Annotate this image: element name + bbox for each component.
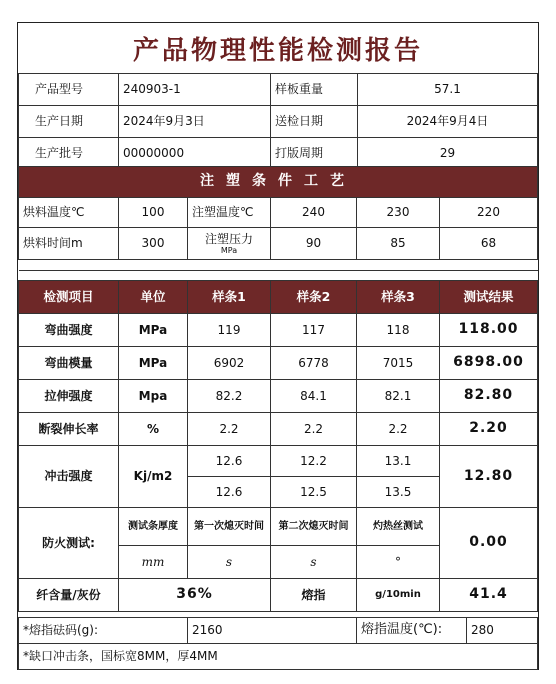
- fire-col-glow: 灼热丝测试: [357, 508, 440, 546]
- cycle-label: 打版周期: [271, 138, 358, 170]
- impact-r1-s3: 13.1: [357, 446, 440, 477]
- model-value: 240903-1: [119, 74, 271, 106]
- impact-result: 12.80: [440, 446, 538, 508]
- row-s3: 82.1: [357, 380, 440, 413]
- row-s2: 2.2: [271, 413, 357, 446]
- row-item: 弯曲强度: [19, 314, 119, 347]
- batch-value: 00000000: [119, 138, 271, 170]
- row-item: 断裂伸长率: [19, 413, 119, 446]
- process-table: [18, 166, 538, 271]
- inj-temp-2: 230: [357, 198, 440, 228]
- row-unit: MPa: [119, 347, 188, 380]
- row-s3: 2.2: [357, 413, 440, 446]
- impact-r1-s1: 12.6: [188, 446, 271, 477]
- cycle-value: 29: [358, 138, 538, 170]
- weight-label: 样板重量: [271, 74, 358, 106]
- bake-time-label: 烘料时间m: [19, 228, 119, 260]
- test-results-table: [18, 280, 538, 612]
- row-s2: 117: [271, 314, 357, 347]
- impact-unit: Kj/m2: [119, 446, 188, 508]
- mfi-value: 41.4: [440, 579, 538, 612]
- mfi-weight-label: *熔指砝码(g):: [19, 618, 188, 644]
- row-s1: 6902: [188, 347, 271, 380]
- fiber-row: [19, 579, 538, 612]
- fire-unit-s1: s: [188, 546, 271, 579]
- impact-row: [19, 446, 538, 477]
- header-sample-3: 样条3: [357, 281, 440, 314]
- product-info-table: [18, 73, 538, 170]
- impact-r2-s3: 13.5: [357, 477, 440, 508]
- inj-pressure-label: 注塑压力: [204, 232, 253, 246]
- row-s3: 7015: [357, 347, 440, 380]
- inj-pressure-3: 68: [440, 228, 538, 260]
- inj-temp-label: 注塑温度℃: [188, 198, 271, 228]
- report-title: 产品物理性能检测报告: [18, 23, 538, 74]
- mfi-unit: g/10min: [357, 579, 440, 612]
- table-row: [19, 347, 538, 380]
- mfi-temp-label: 熔指温度(℃):: [357, 618, 467, 644]
- bake-temp-value: 100: [119, 198, 188, 228]
- bake-time-value: 300: [119, 228, 188, 260]
- impact-item: 冲击强度: [19, 446, 119, 508]
- row-s1: 119: [188, 314, 271, 347]
- send-date-label: 送检日期: [271, 106, 358, 138]
- header-sample-2: 样条2: [271, 281, 357, 314]
- fire-col-second: 第二次熄灭时间: [271, 508, 357, 546]
- row-unit: MPa: [119, 314, 188, 347]
- row-unit: %: [119, 413, 188, 446]
- header-sample-1: 样条1: [188, 281, 271, 314]
- spacer-row: [19, 260, 538, 271]
- row-item: 拉伸强度: [19, 380, 119, 413]
- prod-date-label: 生产日期: [19, 106, 119, 138]
- bake-temp-label: 烘料温度℃: [19, 198, 119, 228]
- fire-unit-degree: °: [357, 546, 440, 579]
- row-s1: 2.2: [188, 413, 271, 446]
- inj-temp-1: 240: [271, 198, 357, 228]
- row-result: 82.80: [440, 380, 538, 413]
- mfi-temp-value: 280: [467, 618, 538, 644]
- fire-unit-s2: s: [271, 546, 357, 579]
- model-label: 产品型号: [19, 74, 119, 106]
- row-result: 2.20: [440, 413, 538, 446]
- mfi-label: 熔指: [271, 579, 357, 612]
- row-s2: 84.1: [271, 380, 357, 413]
- fiber-label: 纤含量/灰份: [19, 579, 119, 612]
- fire-item: 防火测试:: [19, 508, 119, 579]
- fire-col-thickness: 测试条厚度: [119, 508, 188, 546]
- process-header: 注塑条件工艺: [19, 167, 538, 198]
- table-row: [19, 413, 538, 446]
- row-result: 118.00: [440, 314, 538, 347]
- impact-r2-s1: 12.6: [188, 477, 271, 508]
- impact-r1-s2: 12.2: [271, 446, 357, 477]
- mfi-weight-value: 2160: [188, 618, 357, 644]
- inj-temp-3: 220: [440, 198, 538, 228]
- row-s1: 82.2: [188, 380, 271, 413]
- fire-result: 0.00: [440, 508, 538, 579]
- inj-pressure-unit: MPa: [220, 246, 238, 255]
- table-row: [19, 314, 538, 347]
- impact-r2-s2: 12.5: [271, 477, 357, 508]
- header-unit: 单位: [119, 281, 188, 314]
- footer-note: *缺口冲击条，国标宽8MM，厚4MM: [19, 644, 538, 670]
- inj-pressure-2: 85: [357, 228, 440, 260]
- header-result: 测试结果: [440, 281, 538, 314]
- header-item: 检测项目: [19, 281, 119, 314]
- fire-col-first: 第一次熄灭时间: [188, 508, 271, 546]
- send-date-value: 2024年9月4日: [358, 106, 538, 138]
- row-s3: 118: [357, 314, 440, 347]
- row-result: 6898.00: [440, 347, 538, 380]
- fire-unit-mm: mm: [119, 546, 188, 579]
- row-s2: 6778: [271, 347, 357, 380]
- batch-label: 生产批号: [19, 138, 119, 170]
- row-item: 弯曲模量: [19, 347, 119, 380]
- table-row: [19, 380, 538, 413]
- row-unit: Mpa: [119, 380, 188, 413]
- fire-row: [19, 508, 538, 546]
- fiber-value: 36%: [119, 579, 271, 612]
- inj-pressure-1: 90: [271, 228, 357, 260]
- inj-pressure-cell: [188, 228, 271, 260]
- report-sheet: [17, 22, 539, 670]
- prod-date-value: 2024年9月3日: [119, 106, 271, 138]
- footer-table: [18, 617, 538, 670]
- weight-value: 57.1: [358, 74, 538, 106]
